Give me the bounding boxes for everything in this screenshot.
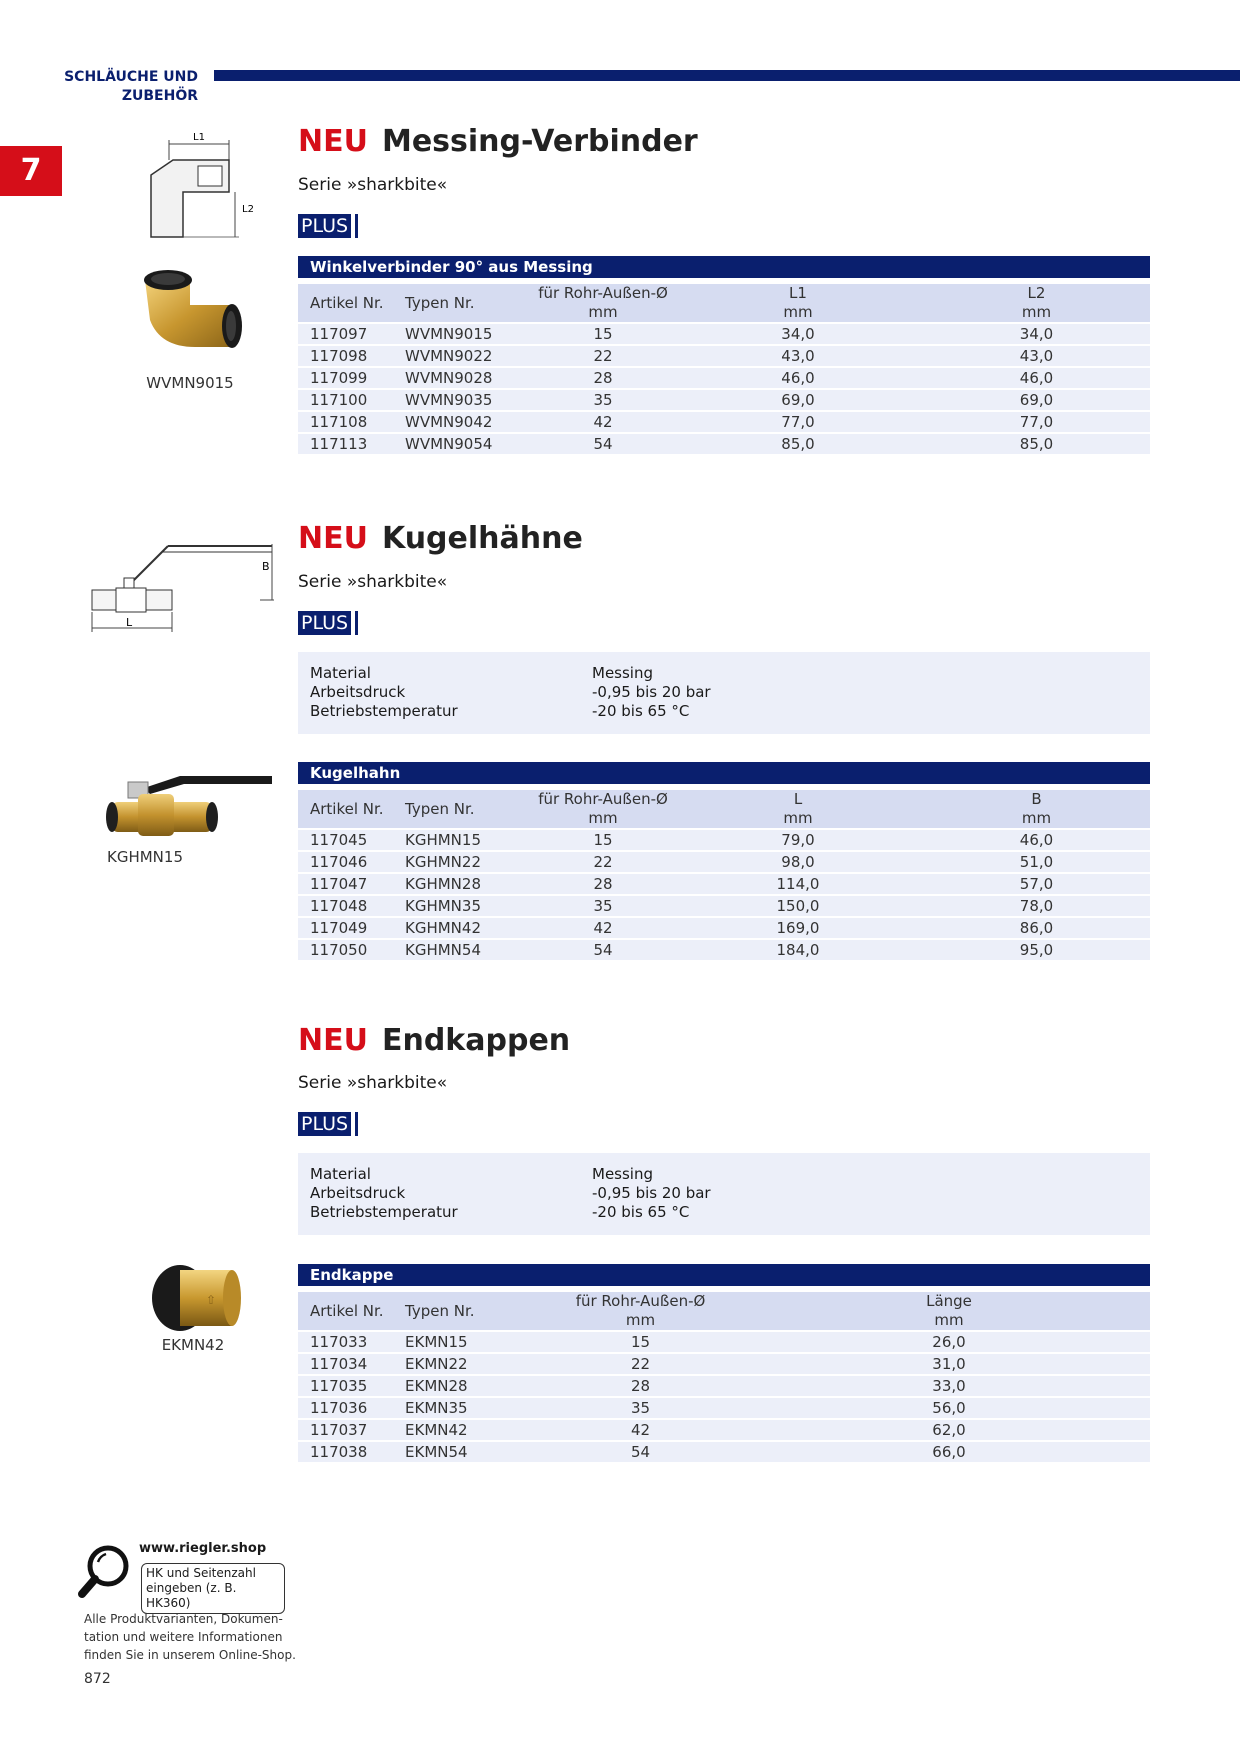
new-badge: NEU bbox=[298, 124, 368, 159]
shop-url-link[interactable]: www.riegler.shop bbox=[139, 1541, 267, 1556]
table-row: 117045 KGHMN15 15 79,0 46,0 bbox=[298, 829, 1150, 851]
spec-row-material: Material Messing bbox=[310, 1165, 653, 1183]
plus-badge bbox=[298, 1112, 358, 1136]
product-table-end-cap bbox=[298, 1264, 1150, 1464]
section-title bbox=[298, 124, 698, 159]
table-row: 117113 WVMN9054 54 85,0 85,0 bbox=[298, 433, 1150, 455]
table-row: 117038 EKMN54 54 66,0 bbox=[298, 1441, 1150, 1463]
footer-text-line-1: Alle Produktvarianten, Dokumen- bbox=[84, 1612, 283, 1626]
col-header-l2: L2 mm bbox=[923, 281, 1150, 323]
table-row: 117034 EKMN22 22 31,0 bbox=[298, 1353, 1150, 1375]
col-header-pipe-diameter: für Rohr-Außen-Ø mm bbox=[533, 281, 673, 323]
product-image-caption: KGHMN15 bbox=[107, 848, 183, 866]
table-row: 117033 EKMN15 15 26,0 bbox=[298, 1331, 1150, 1353]
plus-label: PLUS bbox=[298, 1112, 351, 1136]
table-row: 117108 WVMN9042 42 77,0 77,0 bbox=[298, 411, 1150, 433]
header-bar bbox=[214, 70, 1240, 81]
col-header-type: Typen Nr. bbox=[393, 787, 533, 829]
table-row: 117035 EKMN28 28 33,0 bbox=[298, 1375, 1150, 1397]
plus-bar bbox=[355, 214, 358, 238]
table-row: 117099 WVMN9028 28 46,0 46,0 bbox=[298, 367, 1150, 389]
chapter-tab[interactable]: 7 bbox=[0, 146, 62, 196]
table-row: 117098 WVMN9022 22 43,0 43,0 bbox=[298, 345, 1150, 367]
elbow-technical-drawing bbox=[143, 130, 263, 245]
table-row: 117037 EKMN42 42 62,0 bbox=[298, 1419, 1150, 1441]
col-header-l: L mm bbox=[673, 787, 923, 829]
page-number: 872 bbox=[84, 1671, 111, 1687]
col-header-pipe-diameter: für Rohr-Außen-Ø mm bbox=[533, 787, 673, 829]
spec-row-pressure: Arbeitsdruck -0,95 bis 20 bar bbox=[310, 683, 711, 701]
footer-text-line-3: finden Sie in unserem Online-Shop. bbox=[84, 1648, 296, 1662]
new-badge: NEU bbox=[298, 1023, 368, 1058]
spec-box bbox=[298, 652, 1150, 734]
series-label: Serie »sharkbite« bbox=[298, 572, 448, 592]
table-row: 117100 WVMN9035 35 69,0 69,0 bbox=[298, 389, 1150, 411]
spec-row-temperature: Betriebstemperatur -20 bis 65 °C bbox=[310, 1203, 690, 1221]
ball-valve-product-image bbox=[100, 768, 278, 843]
product-image-caption: WVMN9015 bbox=[146, 374, 234, 392]
table-row: 117047 KGHMN28 28 114,0 57,0 bbox=[298, 873, 1150, 895]
section-title bbox=[298, 521, 583, 556]
spec-row-temperature: Betriebstemperatur -20 bis 65 °C bbox=[310, 702, 690, 720]
table-row: 117046 KGHMN22 22 98,0 51,0 bbox=[298, 851, 1150, 873]
section-title-text: Kugelhähne bbox=[381, 521, 583, 556]
magnifier-icon bbox=[78, 1542, 136, 1600]
plus-label: PLUS bbox=[298, 214, 351, 238]
series-label: Serie »sharkbite« bbox=[298, 1073, 448, 1093]
section-title bbox=[298, 1023, 570, 1058]
spec-box bbox=[298, 1153, 1150, 1235]
col-header-b: B mm bbox=[923, 787, 1150, 829]
category-label bbox=[40, 68, 198, 106]
product-table-angle-connector bbox=[298, 256, 1150, 456]
table-caption: Kugelhahn bbox=[298, 762, 1150, 784]
l-label: L bbox=[126, 616, 133, 629]
product-table-ball-valve bbox=[298, 762, 1150, 962]
col-header-pipe-diameter: für Rohr-Außen-Ø mm bbox=[533, 1289, 748, 1331]
table-row: 117048 KGHMN35 35 150,0 78,0 bbox=[298, 895, 1150, 917]
col-header-article: Artikel Nr. bbox=[298, 787, 393, 829]
section-title-text: Endkappen bbox=[381, 1023, 571, 1058]
col-header-l1: L1 mm bbox=[673, 281, 923, 323]
table-row: 117036 EKMN35 35 56,0 bbox=[298, 1397, 1150, 1419]
plus-bar bbox=[355, 1112, 358, 1136]
ball-valve-technical-drawing bbox=[88, 528, 278, 638]
l1-label: L1 bbox=[193, 132, 205, 143]
plus-bar bbox=[355, 611, 358, 635]
svg-text:⇧: ⇧ bbox=[206, 1293, 217, 1307]
table-caption: Winkelverbinder 90° aus Messing bbox=[298, 256, 1150, 278]
category-line-1: SCHLÄUCHE UND bbox=[64, 69, 198, 85]
elbow-product-image bbox=[140, 265, 245, 355]
b-label: B bbox=[262, 560, 270, 573]
l2-label: L2 bbox=[242, 204, 254, 215]
series-label: Serie »sharkbite« bbox=[298, 175, 448, 195]
spec-row-material: Material Messing bbox=[310, 664, 653, 682]
col-header-type: Typen Nr. bbox=[393, 281, 533, 323]
plus-label: PLUS bbox=[298, 611, 351, 635]
col-header-type: Typen Nr. bbox=[393, 1289, 533, 1331]
col-header-article: Artikel Nr. bbox=[298, 1289, 393, 1331]
col-header-article: Artikel Nr. bbox=[298, 281, 393, 323]
table-row: 117049 KGHMN42 42 169,0 86,0 bbox=[298, 917, 1150, 939]
footer-text-line-2: tation und weitere Informationen bbox=[84, 1630, 283, 1644]
search-hint-line-1: HK und Seitenzahl bbox=[146, 1566, 256, 1580]
new-badge: NEU bbox=[298, 521, 368, 556]
col-header-length: Länge mm bbox=[748, 1289, 1150, 1331]
spec-row-pressure: Arbeitsdruck -0,95 bis 20 bar bbox=[310, 1184, 711, 1202]
plus-badge bbox=[298, 611, 358, 635]
table-row: 117050 KGHMN54 54 184,0 95,0 bbox=[298, 939, 1150, 961]
table-caption: Endkappe bbox=[298, 1264, 1150, 1286]
search-hint-line-2: eingeben (z. B. HK360) bbox=[146, 1581, 237, 1610]
end-cap-product-image bbox=[150, 1262, 242, 1332]
product-image-caption: EKMN42 bbox=[161, 1336, 225, 1354]
category-line-2: ZUBEHÖR bbox=[121, 88, 198, 104]
plus-badge bbox=[298, 214, 358, 238]
search-hint-box bbox=[141, 1563, 285, 1614]
table-row: 117097 WVMN9015 15 34,0 34,0 bbox=[298, 323, 1150, 345]
footer-info-text bbox=[84, 1610, 296, 1664]
section-title-text: Messing-Verbinder bbox=[381, 124, 698, 159]
